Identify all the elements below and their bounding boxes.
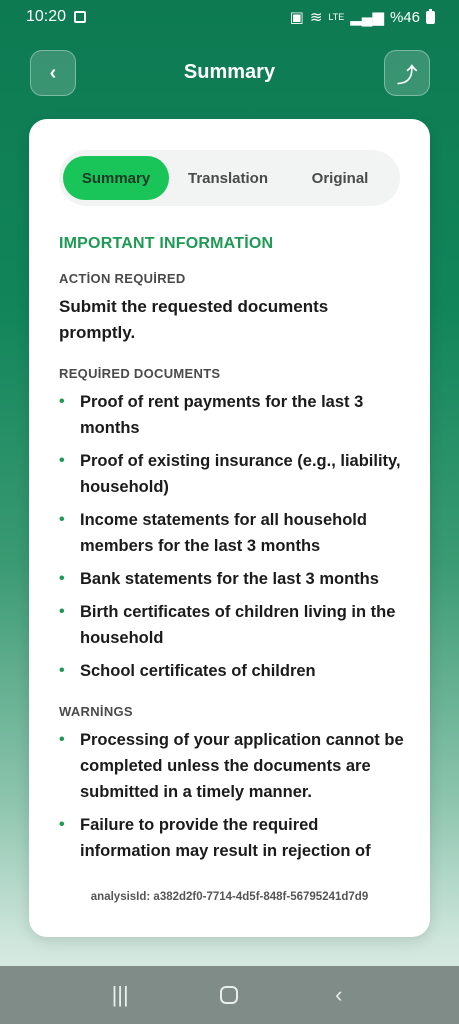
bullet-icon: • bbox=[59, 603, 65, 620]
status-time: 10:20 bbox=[26, 8, 67, 25]
share-arrow-icon: ⤴ bbox=[397, 64, 417, 87]
documents-label: REQUİRED DOCUMENTS bbox=[59, 366, 221, 381]
bullet-icon: • bbox=[59, 570, 65, 587]
warnings-label: WARNİNGS bbox=[59, 704, 133, 719]
summary-card bbox=[29, 119, 430, 937]
tab-original[interactable]: Original bbox=[311, 169, 369, 187]
list-item: • School certificates of children bbox=[59, 658, 430, 684]
chevron-left-icon: ‹ bbox=[49, 61, 57, 84]
signal-icon: ▂▄▆ bbox=[350, 9, 384, 26]
list-item: • Income statements for all household members for the last 3 months bbox=[59, 507, 430, 559]
share-button[interactable] bbox=[384, 50, 430, 96]
gallery-icon bbox=[74, 11, 86, 23]
bullet-icon: • bbox=[59, 393, 65, 410]
summary-content[interactable] bbox=[59, 235, 430, 871]
tab-summary[interactable]: Summary bbox=[63, 156, 169, 200]
tab-translation[interactable]: Translation bbox=[187, 169, 269, 187]
network-label: LTE bbox=[328, 11, 345, 22]
action-text: Submit the requested documents promptly. bbox=[59, 297, 329, 342]
bullet-icon: • bbox=[59, 731, 65, 748]
action-label: ACTİON REQUİRED bbox=[59, 271, 186, 286]
status-bar bbox=[0, 0, 459, 34]
list-item: • Bank statements for the last 3 months bbox=[59, 566, 430, 592]
section-title: IMPORTANT INFORMATİON bbox=[59, 235, 274, 252]
recent-apps-button[interactable]: ||| bbox=[111, 982, 129, 1007]
home-button[interactable] bbox=[220, 986, 238, 1004]
list-item: • Proof of existing insurance (e.g., liability, household) bbox=[59, 448, 430, 500]
bullet-icon: • bbox=[59, 816, 65, 833]
list-item: • Processing of your application cannot be completed unless the documents are submitted in a timely manner. bbox=[59, 727, 430, 805]
bullet-icon: • bbox=[59, 511, 65, 528]
list-item: • Failure to provide the required information may result in rejection of bbox=[59, 812, 430, 864]
warnings-list bbox=[59, 727, 430, 864]
bullet-icon: • bbox=[59, 452, 65, 469]
sim-icon: ▣ bbox=[289, 9, 304, 26]
documents-list bbox=[59, 389, 430, 684]
header bbox=[0, 48, 459, 102]
bullet-icon: • bbox=[59, 662, 65, 679]
list-item: • Proof of rent payments for the last 3 months bbox=[59, 389, 430, 441]
list-item: • Birth certificates of children living in the household bbox=[59, 599, 430, 651]
back-nav-button[interactable]: ‹ bbox=[335, 982, 343, 1007]
battery-percent: %46 bbox=[389, 8, 420, 26]
tab-bar bbox=[59, 150, 400, 206]
wifi-icon: ≋ bbox=[309, 9, 323, 26]
battery-icon bbox=[426, 11, 435, 24]
system-nav-bar bbox=[0, 966, 459, 1024]
page-title: Summary bbox=[183, 61, 276, 83]
analysis-id: analysisId: a382d2f0-7714-4d5f-848f-56795241d7d9 bbox=[90, 891, 369, 903]
